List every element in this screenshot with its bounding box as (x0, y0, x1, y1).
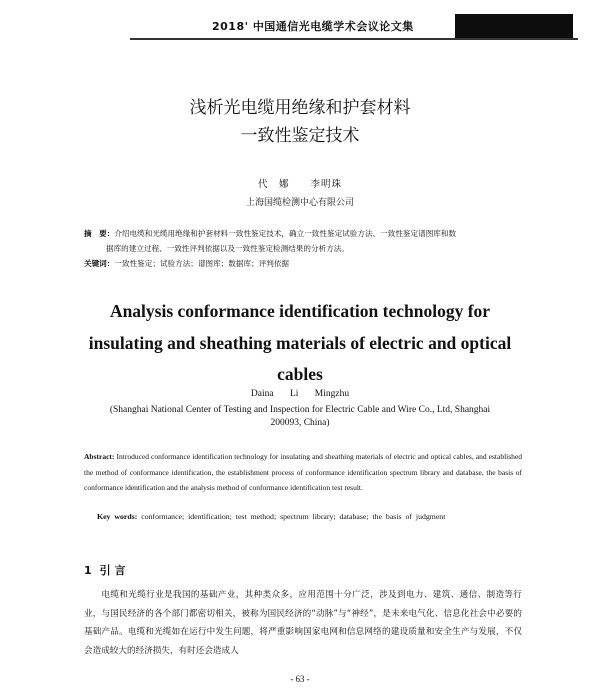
abstract-en-label: Abstract: (84, 452, 115, 461)
keywords-cn-text: 一致性鉴定；试验方法；谱图库；数据库；评判依据 (114, 259, 290, 268)
keywords-en (97, 512, 527, 521)
keywords-cn (84, 258, 524, 269)
affiliation-en (60, 404, 540, 430)
title-en-line3: cables (277, 364, 323, 384)
affiliation-cn: 上海国缆检测中心有限公司 (245, 198, 354, 208)
running-header (0, 14, 600, 38)
abstract-en (84, 449, 522, 496)
affiliation-en-line2: 200093, China) (270, 418, 330, 428)
section-title: 引 言 (99, 564, 126, 577)
running-title: 2018' 中国通信光电缆学术会议论文集 (212, 20, 414, 33)
header-black-block (455, 14, 573, 38)
title-en-line1: Analysis conformance identification technology for (109, 301, 491, 321)
keywords-cn-label: 关键词： (84, 259, 115, 268)
body-paragraph (84, 586, 522, 660)
body-paragraph-text: 电缆和光缆行业是我国的基础产业，其种类众多，应用范围十分广泛，涉及到电力、建筑、通信、制造等行业，与国民经济的各个部门都密切相关，被称为国民经济的“动脉”与“神经”，是未来电气化、信息化社会中必要的基础产品。电缆和光缆如在运行中发生问题，将严重影响国家电网和信息网络的建设质量和安全生产与发展，不仅会造成较大的经济损失，有时还会造成人 (84, 590, 522, 656)
abstract-cn-line1: 介绍电缆和光缆用绝缘和护套材料一致性鉴定技术，确立一致性鉴定试验方法、一致性鉴定谱图库和数 (114, 229, 457, 238)
page-number: - 63 - (290, 674, 310, 684)
abstract-cn-label: 摘 要： (84, 229, 115, 238)
header-rule (130, 38, 578, 40)
section-heading (84, 562, 126, 578)
authors-en: Daina Li Mingzhu (250, 389, 350, 399)
section-number: 1 (84, 564, 92, 577)
title-cn-line1: 浅析光电缆用绝缘和护套材料 (189, 98, 411, 118)
authors-cn: 代 娜 李明珠 (257, 179, 342, 190)
abstract-cn-line2: 据库的建立过程、一致性评判依据以及一致性鉴定检测结果的分析方法。 (106, 244, 349, 253)
title-cn-line2: 一致性鉴定技术 (240, 126, 360, 146)
keywords-en-label: Key words: (97, 512, 138, 521)
affiliation-en-line1: (Shanghai National Center of Testing and Inspection for Electric Cable and Wire Co., Ltd, Shanghai (109, 405, 491, 415)
keywords-en-text: conformance; identification; test method; spectrum library; database; the basis of judgment (141, 512, 446, 521)
abstract-en-text: Introduced conformance identification technology for insulating and sheathing materials of electric and optical cables, and established the method of conformance identification, the establishment process of conformance identification spectrum library and database, the basis of conformance identification and the analysis method of conformance identification test result. (84, 452, 522, 492)
abstract-cn (84, 226, 524, 256)
title-en-line2: insulating and sheathing materials of electric and optical (88, 333, 512, 353)
